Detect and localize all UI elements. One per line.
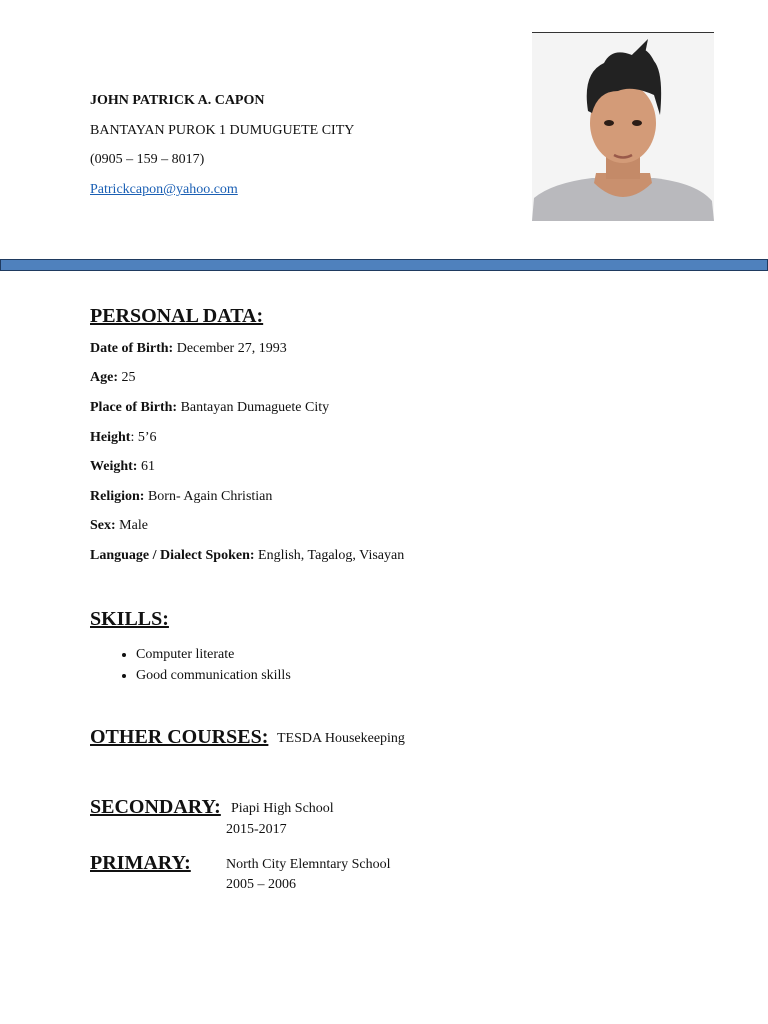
applicant-address: BANTAYAN PUROK 1 DUMUGUETE CITY [90,123,355,138]
primary-heading: PRIMARY: [90,852,191,874]
applicant-phone: (0905 – 159 – 8017) [90,152,205,167]
skills-heading: SKILLS: [90,608,169,630]
personal-item-birthplace [90,400,329,416]
personal-item-birthdate [90,341,287,357]
field-value: Male [115,518,148,533]
field-value: : 5’6 [130,430,157,445]
skills-list [90,644,291,686]
field-value: 25 [118,370,136,385]
field-value: English, Tagalog, Visayan [254,548,405,563]
field-label: Date of Birth: [90,341,174,356]
personal-item-sex [90,518,148,534]
person-portrait-icon [532,33,714,221]
field-value: Born- Again Christian [144,489,273,504]
personal-item-height [90,430,157,446]
secondary-school: Piapi High School [231,801,334,816]
field-label: Religion: [90,489,145,504]
applicant-name: JOHN PATRICK A. CAPON [90,93,265,108]
field-label: Language / Dialect Spoken: [90,548,255,563]
personal-item-weight [90,459,155,475]
personal-data-heading: PERSONAL DATA: [90,305,264,327]
field-label: Weight: [90,459,138,474]
list-item: • Good communication skills [136,665,291,686]
secondary-years: 2015-2017 [226,822,287,837]
secondary-heading: SECONDARY: [90,796,221,818]
field-label: Sex: [90,518,116,533]
primary-years: 2005 – 2006 [226,877,296,892]
email-link[interactable]: Patrickcapon@yahoo.com [90,182,238,197]
field-value: Bantayan Dumaguete City [177,400,330,415]
other-courses-heading: OTHER COURSES: [90,726,269,748]
personal-item-religion [90,489,272,505]
personal-item-age [90,370,136,386]
field-label: Age: [90,370,118,385]
other-courses-value: TESDA Housekeeping [277,731,405,746]
field-label: Height [90,430,131,445]
field-value: December 27, 1993 [173,341,287,356]
header-divider [0,259,768,271]
field-label: Place of Birth: [90,400,178,415]
personal-item-language [90,548,404,564]
primary-school: North City Elemntary School [226,857,391,872]
list-item: • Computer literate [136,644,291,665]
profile-photo [532,32,714,221]
field-value: 61 [137,459,155,474]
